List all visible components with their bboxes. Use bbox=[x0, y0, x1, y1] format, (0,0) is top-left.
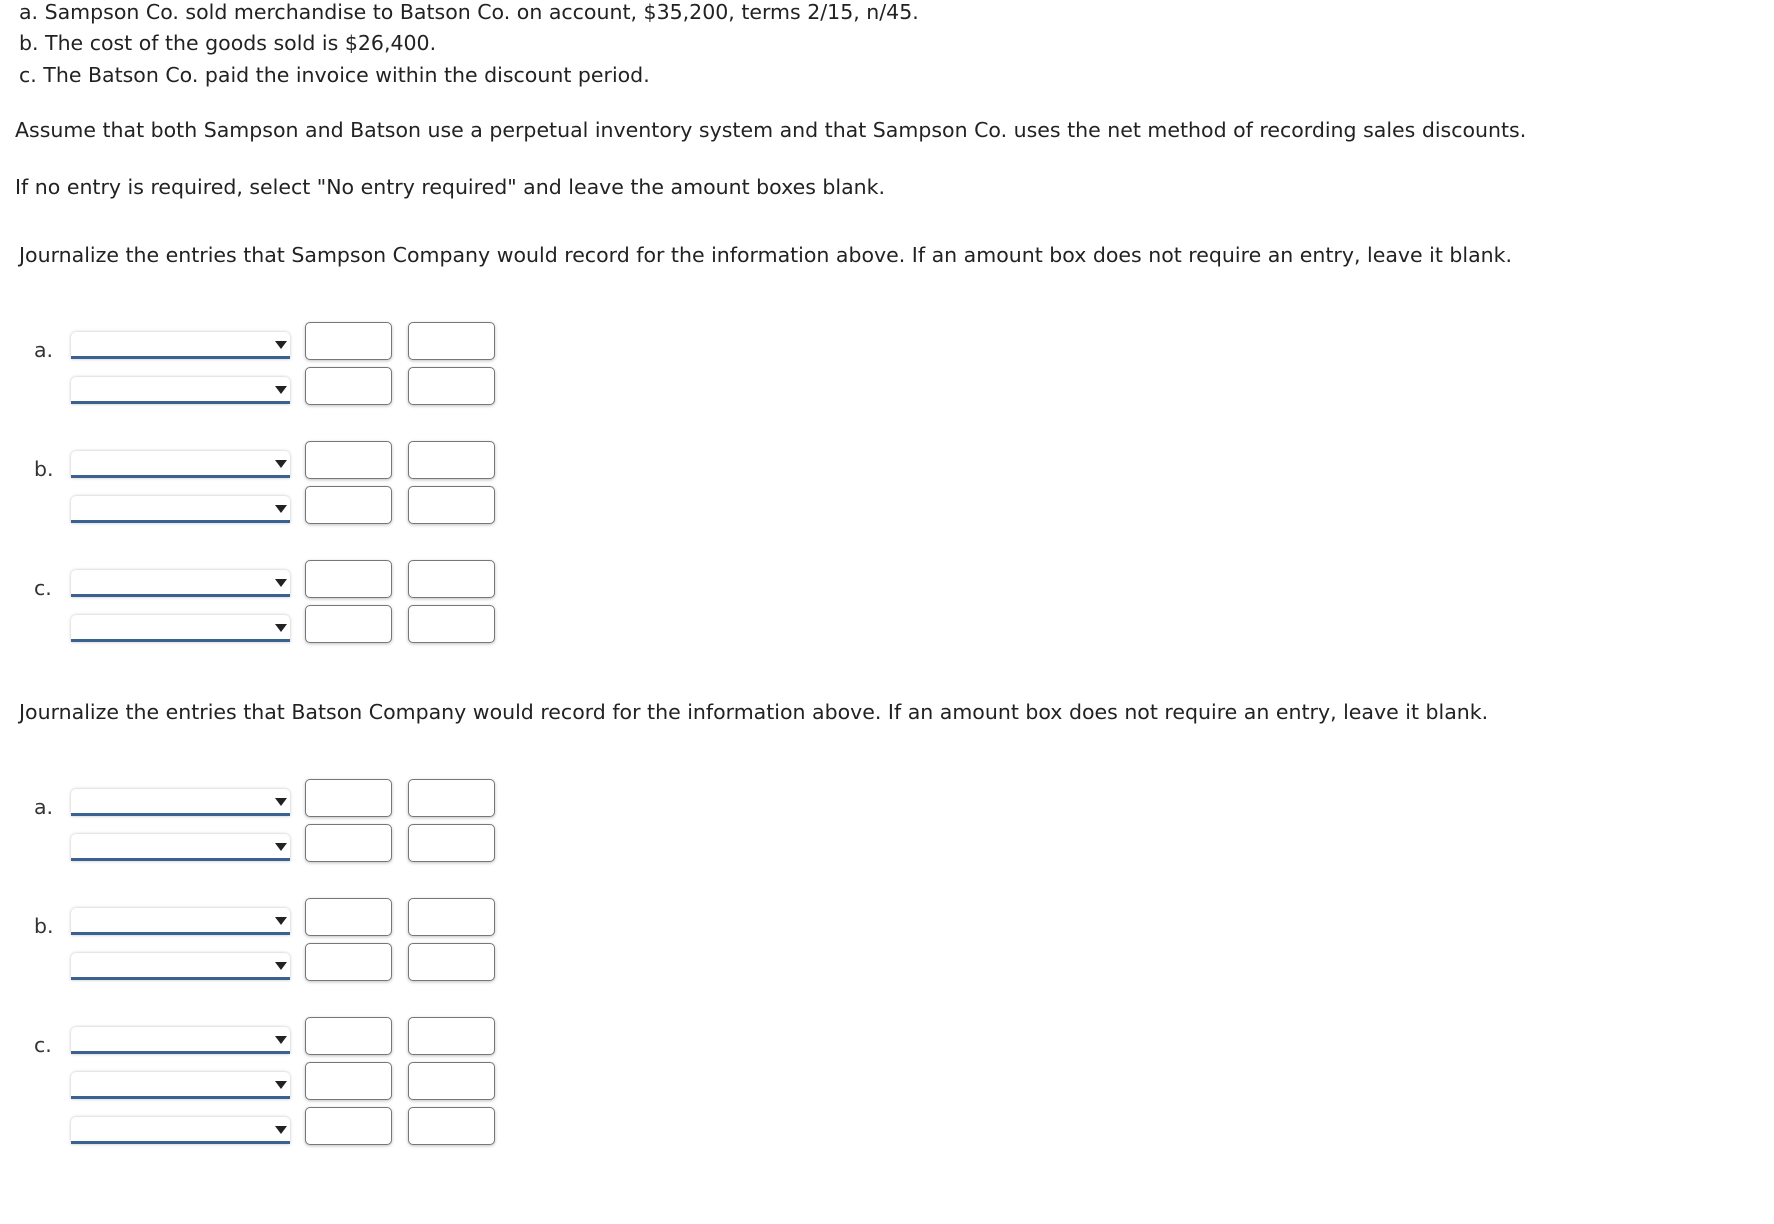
credit-amount-input[interactable] bbox=[408, 1062, 495, 1100]
batson-entry-label: b. bbox=[34, 914, 54, 938]
chevron-down-icon bbox=[275, 505, 287, 513]
debit-amount-input[interactable] bbox=[305, 898, 392, 936]
account-dropdown[interactable] bbox=[71, 953, 290, 980]
chevron-down-icon bbox=[275, 341, 287, 349]
batson-entry-label: c. bbox=[34, 1033, 52, 1057]
credit-amount-input[interactable] bbox=[408, 1017, 495, 1055]
chevron-down-icon bbox=[275, 962, 287, 970]
credit-amount-input[interactable] bbox=[408, 322, 495, 360]
credit-amount-input[interactable] bbox=[408, 824, 495, 862]
credit-amount-input[interactable] bbox=[408, 1107, 495, 1145]
credit-amount-input[interactable] bbox=[408, 779, 495, 817]
account-dropdown[interactable] bbox=[71, 1117, 290, 1144]
problem-line-b: b. The cost of the goods sold is $26,400. bbox=[19, 31, 437, 55]
sampson-instruction: Journalize the entries that Sampson Company would record for the information above. If an amount box does not require an entry, leave it blank. bbox=[19, 243, 1513, 267]
chevron-down-icon bbox=[275, 386, 287, 394]
debit-amount-input[interactable] bbox=[305, 322, 392, 360]
debit-amount-input[interactable] bbox=[305, 824, 392, 862]
account-dropdown[interactable] bbox=[71, 789, 290, 816]
chevron-down-icon bbox=[275, 1081, 287, 1089]
credit-amount-input[interactable] bbox=[408, 943, 495, 981]
chevron-down-icon bbox=[275, 798, 287, 806]
chevron-down-icon bbox=[275, 1036, 287, 1044]
problem-line-a: a. Sampson Co. sold merchandise to Batson Co. on account, $35,200, terms 2/15, n/45. bbox=[19, 0, 919, 24]
assumption-text: Assume that both Sampson and Batson use a perpetual inventory system and that Sampson Co. uses the net method of recording sales discounts. bbox=[15, 118, 1527, 142]
debit-amount-input[interactable] bbox=[305, 486, 392, 524]
account-dropdown[interactable] bbox=[71, 615, 290, 642]
credit-amount-input[interactable] bbox=[408, 441, 495, 479]
debit-amount-input[interactable] bbox=[305, 1017, 392, 1055]
debit-amount-input[interactable] bbox=[305, 560, 392, 598]
sampson-entry-label: c. bbox=[34, 576, 52, 600]
chevron-down-icon bbox=[275, 460, 287, 468]
account-dropdown[interactable] bbox=[71, 332, 290, 359]
account-dropdown[interactable] bbox=[71, 451, 290, 478]
chevron-down-icon bbox=[275, 843, 287, 851]
account-dropdown[interactable] bbox=[71, 496, 290, 523]
chevron-down-icon bbox=[275, 579, 287, 587]
debit-amount-input[interactable] bbox=[305, 367, 392, 405]
credit-amount-input[interactable] bbox=[408, 486, 495, 524]
account-dropdown[interactable] bbox=[71, 377, 290, 404]
chevron-down-icon bbox=[275, 1126, 287, 1134]
debit-amount-input[interactable] bbox=[305, 1062, 392, 1100]
chevron-down-icon bbox=[275, 624, 287, 632]
credit-amount-input[interactable] bbox=[408, 898, 495, 936]
account-dropdown[interactable] bbox=[71, 1072, 290, 1099]
credit-amount-input[interactable] bbox=[408, 367, 495, 405]
sampson-entry-label: a. bbox=[34, 338, 54, 362]
batson-instruction: Journalize the entries that Batson Company would record for the information above. If an amount box does not require an entry, leave it blank. bbox=[19, 700, 1489, 724]
batson-entry-label: a. bbox=[34, 795, 54, 819]
problem-line-c: c. The Batson Co. paid the invoice within the discount period. bbox=[19, 63, 650, 87]
sampson-entry-label: b. bbox=[34, 457, 54, 481]
account-dropdown[interactable] bbox=[71, 908, 290, 935]
debit-amount-input[interactable] bbox=[305, 441, 392, 479]
debit-amount-input[interactable] bbox=[305, 1107, 392, 1145]
debit-amount-input[interactable] bbox=[305, 943, 392, 981]
no-entry-note: If no entry is required, select "No entry required" and leave the amount boxes blank. bbox=[15, 175, 886, 199]
chevron-down-icon bbox=[275, 917, 287, 925]
account-dropdown[interactable] bbox=[71, 570, 290, 597]
debit-amount-input[interactable] bbox=[305, 605, 392, 643]
debit-amount-input[interactable] bbox=[305, 779, 392, 817]
credit-amount-input[interactable] bbox=[408, 605, 495, 643]
account-dropdown[interactable] bbox=[71, 1027, 290, 1054]
account-dropdown[interactable] bbox=[71, 834, 290, 861]
credit-amount-input[interactable] bbox=[408, 560, 495, 598]
